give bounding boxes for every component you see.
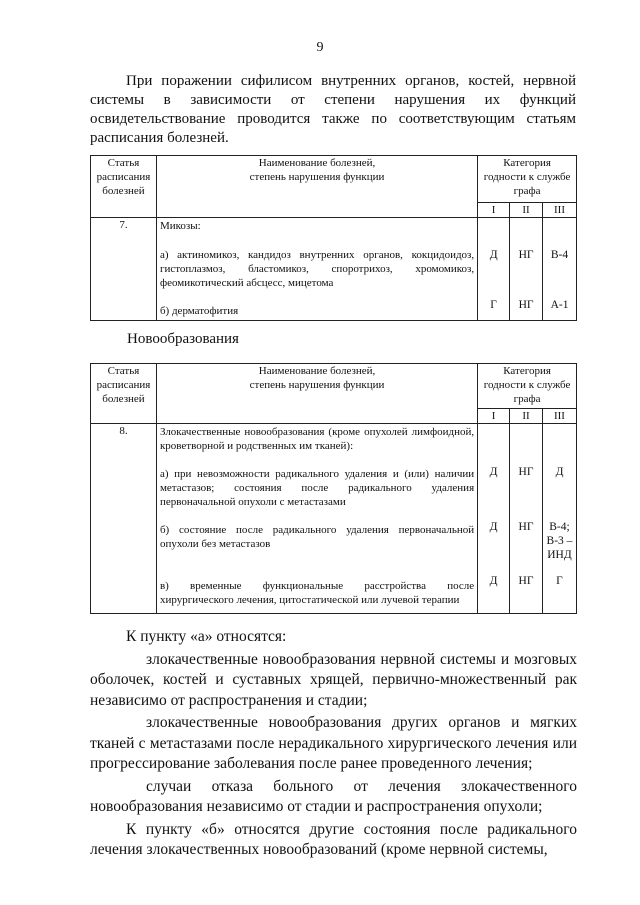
col-i: I: [478, 409, 510, 424]
header-name: Наименование болезней, степень нарушения функции: [156, 364, 477, 424]
intro-text: При поражении сифилисом внутренних органов, костей, нервной системы в зависимости от степени нарушения их функций освидетельствование проводится также по соответствующим статьям расписания болезней.: [90, 73, 576, 146]
body-p3: злокачественные новообразования других органов и мягких тканей с метастазами после нерадикального хирургического лечения или прогрессирование заболевания после ранее проведенного лечения;: [90, 714, 577, 772]
category-i: Д Г: [478, 218, 510, 321]
table-neoplasms: [90, 363, 577, 614]
col-iii: III: [543, 203, 577, 218]
header-name: Наименование болезней, степень нарушения функции: [156, 156, 477, 218]
header-article: Статья расписания болезней: [91, 156, 157, 218]
col-i: I: [478, 203, 510, 218]
category-i: Д Д Д: [478, 424, 510, 614]
disease-description: Микозы: а) актиномикоз, кандидоз внутренних органов, кокцидоидоз, гистоплазмоз, бластомикоз, споротрихоз, хромомикоз, феомикотический абсцесс, мицетома б) дерматофития: [156, 218, 477, 321]
body-p2: злокачественные новообразования нервной системы и мозговых оболочек, костей и суставных хрящей, первично-множественный рак независимо от распространения и стадии;: [90, 650, 577, 709]
disease-description: Злокачественные новообразования (кроме опухолей лимфоидной, кроветворной и родственных им тканей): а) при невозможности радикального удаления и (или) наличии метастазов; состояния после радикального удаления первоначальной опухоли с метастазами б) состояние после радикального удаления первоначальной опухоли без метастазов в) временные функциональные расстройства после хирургического лечения, цитостатической или лучевой терапии: [156, 424, 477, 614]
page-number: 9: [316, 40, 324, 55]
body-p4: случаи отказа больного от лечения злокачественного новообразования независимо от стадии и распространения опухоли;: [90, 777, 577, 815]
table-mycoses: [90, 155, 577, 321]
col-ii: II: [510, 203, 543, 218]
header-category: Категория годности к службе графа: [478, 156, 577, 203]
category-ii: НГ НГ: [510, 218, 543, 321]
article-number: 7.: [91, 218, 157, 321]
category-iii: Д В-4; В-3 – ИНД Г: [542, 424, 576, 614]
header-article: Статья расписания болезней: [91, 364, 157, 424]
section-title: Новообразования: [127, 331, 239, 347]
body-p1: К пункту «а» относятся:: [126, 628, 287, 645]
category-iii: В-4 А-1: [543, 218, 577, 321]
category-ii: НГ НГ НГ: [510, 424, 543, 614]
header-category: Категория годности к службе графа: [478, 364, 577, 409]
col-iii: III: [542, 409, 576, 424]
article-number: 8.: [91, 424, 157, 614]
intro-paragraph: [90, 72, 576, 148]
body-p5: К пункту «б» относятся другие состояния после радикального лечения злокачественных новообразований (кроме нервной системы,: [90, 820, 577, 858]
body-text: [90, 627, 577, 861]
col-ii: II: [510, 409, 543, 424]
